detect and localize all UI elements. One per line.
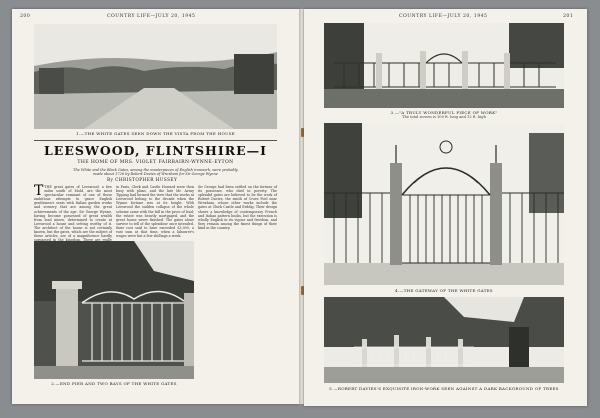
byline: By CHRISTOPHER HUSSEY — [107, 178, 178, 183]
caption-4: 4.—THE GATEWAY OF THE WHITE GATES — [395, 288, 493, 293]
caption-1: 1.—THE WHITE GATES SEEN DOWN THE VISTA FROM THE HOUSE — [75, 131, 236, 136]
caption-3: 3.—"A TRULY WONDERFUL PIECE OF WORK" — [390, 110, 498, 115]
left-page — [12, 9, 299, 404]
page-number: 200 — [20, 14, 31, 19]
photo-vista — [34, 24, 277, 129]
caption-2: 2.—END PIER AND TWO BAYS OF THE WHITE GATES — [51, 381, 177, 386]
running-head: COUNTRY LIFE—JULY 20, 1945 — [399, 14, 488, 19]
photo-ironwork-trees — [324, 297, 564, 383]
body-column-2: in Paris, Clerk and Castle Howard were then busy with plans, and the late Mr. Avray Tipping had formed the view that the works at Leeswood belong to the decade when the Wynne fortune was at its height. With Leeswood the sudden collapse of the whole scheme came with the fall in the price of lead; the estate was heavily mortgaged, and the great house never finished. The gates alone survive to tell of the splendour once intended, their cost said to have exceeded £3,000, a vast sum at that time, when a labourer's wages were but a few shillings a week. — [116, 185, 194, 239]
article-subtitle: THE HOME OF MRS. VIOLET FAIRBAIRN-WYNNE-EYTON — [77, 160, 234, 165]
body-column-1 — [34, 185, 112, 237]
article-title: LEESWOOD, FLINTSHIRE—I — [44, 143, 267, 158]
body-column-3: Sir George had been settled on the fortune of its possessor, who died in poverty. The splendid gates are believed to be the work of Robert Davies, the smith of Croes Foel near Wrexham, whose other works include the gates at Chirk Castle and Erddig. Their design shows a knowledge of contemporary French and Italian pattern books, but the execution is wholly English in its vigour and freedom, and they remain among the finest things of their kind in the country. — [198, 185, 277, 230]
photo-gate-screen — [324, 23, 564, 108]
caption-3-sub: The total screen is 100 ft. long and 12 ft. high — [402, 115, 486, 119]
running-head: COUNTRY LIFE—JULY 20, 1945 — [107, 14, 196, 19]
photo-gateway — [324, 123, 564, 285]
caption-5: 5.—ROBERT DAVIES'S EXQUISITE IRON-WORK SEEN AGAINST A DARK BACKGROUND OF TREES — [329, 386, 559, 391]
body-text-1: THE great gates of Leeswood, a few miles south of Mold, are the most spectacular remnant of one of those ambitious attempts to grace English gentlemen's seats with Italian garden works and scenery that are among the great achievements of the age. Sir George Wynne, having become possessed of great wealth from lead mines, determined to create at Leeswood a house and setting worthy of it. The architect of the house is not certainly known, but the gates, which are the subject of these articles, are of a magnificence hardly — [34, 185, 112, 239]
divider — [34, 140, 277, 141]
photo-white-gates-pier — [34, 241, 194, 379]
article-intro: The White and the Black Gates, among the masterpieces of English ironwork, were probably made about 1726 by Robert Davies of Wrexham for Sir George Wynne — [73, 168, 238, 177]
drop-cap: T — [34, 183, 44, 199]
right-page — [304, 9, 587, 406]
page-number: 201 — [563, 14, 574, 19]
